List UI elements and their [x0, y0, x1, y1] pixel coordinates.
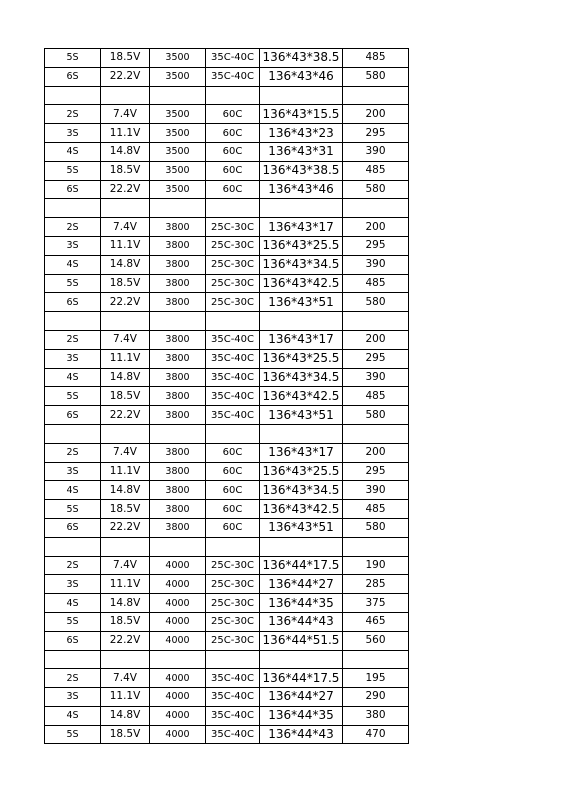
cell-capacity: 3800 — [150, 387, 206, 406]
cell-dimensions: 136*43*46 — [260, 67, 343, 86]
cell-voltage: 18.5V — [101, 161, 150, 180]
cell-discharge-rate: 35C-40C — [206, 669, 260, 688]
cell-dimensions: 136*43*31 — [260, 142, 343, 161]
cell-weight: 390 — [343, 255, 409, 274]
cell-capacity: 4000 — [150, 706, 206, 725]
cell-capacity: 3500 — [150, 105, 206, 124]
table-row — [45, 631, 409, 650]
table-row-spacer — [45, 86, 409, 105]
cell-weight: 200 — [343, 105, 409, 124]
cell-series — [45, 650, 101, 669]
cell-discharge-rate — [206, 537, 260, 556]
cell-capacity: 3800 — [150, 349, 206, 368]
cell-series: 5S — [45, 500, 101, 519]
cell-weight — [343, 650, 409, 669]
cell-discharge-rate: 25C-30C — [206, 594, 260, 613]
table-row — [45, 518, 409, 537]
cell-series: 5S — [45, 274, 101, 293]
cell-weight: 285 — [343, 575, 409, 594]
cell-voltage: 7.4V — [101, 218, 150, 237]
cell-capacity — [150, 424, 206, 443]
cell-voltage: 18.5V — [101, 387, 150, 406]
cell-weight: 200 — [343, 218, 409, 237]
cell-voltage: 22.2V — [101, 406, 150, 425]
cell-voltage: 11.1V — [101, 236, 150, 255]
cell-capacity: 3500 — [150, 142, 206, 161]
cell-voltage: 7.4V — [101, 330, 150, 349]
cell-voltage — [101, 312, 150, 331]
cell-voltage: 22.2V — [101, 518, 150, 537]
cell-voltage: 11.1V — [101, 462, 150, 481]
cell-weight: 580 — [343, 518, 409, 537]
table-row-spacer — [45, 650, 409, 669]
cell-weight — [343, 312, 409, 331]
cell-dimensions: 136*43*15.5 — [260, 105, 343, 124]
cell-series: 6S — [45, 518, 101, 537]
cell-series: 5S — [45, 387, 101, 406]
cell-weight: 485 — [343, 161, 409, 180]
cell-capacity: 3800 — [150, 406, 206, 425]
table-row-spacer — [45, 199, 409, 218]
cell-series — [45, 86, 101, 105]
cell-dimensions: 136*44*27 — [260, 688, 343, 707]
cell-dimensions: 136*43*34.5 — [260, 481, 343, 500]
table-row-spacer — [45, 537, 409, 556]
cell-weight — [343, 199, 409, 218]
cell-voltage: 14.8V — [101, 481, 150, 500]
cell-series: 6S — [45, 180, 101, 199]
cell-weight: 465 — [343, 612, 409, 631]
cell-series — [45, 199, 101, 218]
cell-voltage: 22.2V — [101, 293, 150, 312]
cell-discharge-rate: 35C-40C — [206, 725, 260, 744]
cell-discharge-rate: 25C-30C — [206, 631, 260, 650]
cell-capacity: 3500 — [150, 161, 206, 180]
cell-dimensions: 136*44*35 — [260, 706, 343, 725]
cell-capacity: 3800 — [150, 236, 206, 255]
cell-voltage: 22.2V — [101, 631, 150, 650]
cell-voltage — [101, 199, 150, 218]
cell-capacity: 3800 — [150, 368, 206, 387]
cell-capacity: 3800 — [150, 330, 206, 349]
cell-series: 3S — [45, 575, 101, 594]
cell-series: 3S — [45, 462, 101, 481]
cell-discharge-rate: 60C — [206, 462, 260, 481]
table-row — [45, 218, 409, 237]
cell-voltage: 22.2V — [101, 67, 150, 86]
cell-discharge-rate: 60C — [206, 142, 260, 161]
cell-weight: 190 — [343, 556, 409, 575]
cell-voltage: 14.8V — [101, 706, 150, 725]
cell-dimensions: 136*43*42.5 — [260, 500, 343, 519]
cell-discharge-rate — [206, 86, 260, 105]
cell-capacity: 3500 — [150, 180, 206, 199]
cell-weight: 380 — [343, 706, 409, 725]
cell-capacity: 3800 — [150, 274, 206, 293]
cell-series: 4S — [45, 481, 101, 500]
cell-series: 4S — [45, 706, 101, 725]
cell-voltage: 14.8V — [101, 594, 150, 613]
cell-dimensions: 136*43*51 — [260, 293, 343, 312]
cell-discharge-rate: 35C-40C — [206, 349, 260, 368]
cell-discharge-rate: 60C — [206, 161, 260, 180]
table-row — [45, 575, 409, 594]
cell-dimensions: 136*44*35 — [260, 594, 343, 613]
cell-dimensions: 136*43*34.5 — [260, 368, 343, 387]
cell-dimensions: 136*44*43 — [260, 612, 343, 631]
table-row — [45, 406, 409, 425]
cell-voltage: 18.5V — [101, 274, 150, 293]
cell-capacity: 3500 — [150, 49, 206, 68]
cell-series: 2S — [45, 105, 101, 124]
cell-weight: 580 — [343, 293, 409, 312]
cell-capacity: 3800 — [150, 462, 206, 481]
cell-weight: 375 — [343, 594, 409, 613]
cell-capacity — [150, 199, 206, 218]
cell-series — [45, 537, 101, 556]
cell-dimensions: 136*44*43 — [260, 725, 343, 744]
cell-dimensions: 136*43*25.5 — [260, 236, 343, 255]
cell-series: 3S — [45, 688, 101, 707]
table-row — [45, 462, 409, 481]
cell-dimensions — [260, 86, 343, 105]
table-row — [45, 124, 409, 143]
cell-voltage — [101, 424, 150, 443]
cell-series — [45, 424, 101, 443]
cell-discharge-rate: 25C-30C — [206, 274, 260, 293]
cell-capacity: 4000 — [150, 612, 206, 631]
cell-series: 5S — [45, 612, 101, 631]
cell-series: 6S — [45, 406, 101, 425]
cell-discharge-rate: 25C-30C — [206, 612, 260, 631]
cell-voltage: 14.8V — [101, 255, 150, 274]
cell-dimensions: 136*43*23 — [260, 124, 343, 143]
cell-discharge-rate: 35C-40C — [206, 387, 260, 406]
cell-series — [45, 312, 101, 331]
table-row — [45, 612, 409, 631]
cell-discharge-rate: 25C-30C — [206, 218, 260, 237]
cell-weight — [343, 537, 409, 556]
cell-voltage: 11.1V — [101, 349, 150, 368]
cell-discharge-rate — [206, 424, 260, 443]
cell-dimensions — [260, 537, 343, 556]
cell-voltage: 18.5V — [101, 500, 150, 519]
cell-discharge-rate — [206, 199, 260, 218]
table-row-spacer — [45, 424, 409, 443]
cell-series: 4S — [45, 255, 101, 274]
cell-series: 6S — [45, 67, 101, 86]
cell-series: 2S — [45, 218, 101, 237]
cell-dimensions: 136*43*38.5 — [260, 161, 343, 180]
cell-dimensions — [260, 424, 343, 443]
cell-discharge-rate: 35C-40C — [206, 330, 260, 349]
cell-capacity — [150, 537, 206, 556]
cell-discharge-rate: 25C-30C — [206, 293, 260, 312]
table-row — [45, 688, 409, 707]
cell-capacity — [150, 312, 206, 331]
cell-voltage — [101, 86, 150, 105]
cell-discharge-rate: 60C — [206, 443, 260, 462]
cell-weight: 295 — [343, 236, 409, 255]
cell-weight: 200 — [343, 330, 409, 349]
table-row — [45, 67, 409, 86]
table-row — [45, 669, 409, 688]
cell-voltage: 18.5V — [101, 725, 150, 744]
table-row — [45, 236, 409, 255]
table-row — [45, 481, 409, 500]
cell-dimensions: 136*43*25.5 — [260, 462, 343, 481]
cell-voltage: 11.1V — [101, 688, 150, 707]
cell-weight: 485 — [343, 49, 409, 68]
table-row — [45, 274, 409, 293]
cell-discharge-rate: 35C-40C — [206, 49, 260, 68]
cell-capacity: 4000 — [150, 725, 206, 744]
cell-dimensions: 136*43*51 — [260, 406, 343, 425]
table-row — [45, 255, 409, 274]
cell-discharge-rate: 60C — [206, 124, 260, 143]
cell-voltage: 7.4V — [101, 443, 150, 462]
cell-weight: 580 — [343, 180, 409, 199]
cell-dimensions: 136*44*51.5 — [260, 631, 343, 650]
cell-dimensions — [260, 650, 343, 669]
table-row — [45, 180, 409, 199]
cell-discharge-rate: 25C-30C — [206, 236, 260, 255]
table-row — [45, 330, 409, 349]
cell-weight: 295 — [343, 124, 409, 143]
cell-weight: 290 — [343, 688, 409, 707]
table-row — [45, 142, 409, 161]
cell-weight: 485 — [343, 500, 409, 519]
cell-dimensions: 136*44*17.5 — [260, 669, 343, 688]
cell-discharge-rate — [206, 312, 260, 331]
table-row — [45, 500, 409, 519]
cell-capacity: 4000 — [150, 594, 206, 613]
battery-spec-table — [44, 48, 409, 744]
cell-series: 3S — [45, 124, 101, 143]
cell-capacity — [150, 650, 206, 669]
cell-capacity: 3800 — [150, 500, 206, 519]
table-row — [45, 49, 409, 68]
cell-discharge-rate: 35C-40C — [206, 406, 260, 425]
cell-capacity: 3800 — [150, 443, 206, 462]
table-row — [45, 368, 409, 387]
cell-voltage: 18.5V — [101, 612, 150, 631]
table-row — [45, 443, 409, 462]
cell-capacity: 3800 — [150, 293, 206, 312]
cell-weight: 580 — [343, 67, 409, 86]
cell-capacity: 4000 — [150, 575, 206, 594]
cell-series: 4S — [45, 368, 101, 387]
cell-dimensions: 136*43*17 — [260, 330, 343, 349]
cell-weight: 390 — [343, 368, 409, 387]
table-row — [45, 594, 409, 613]
cell-capacity: 4000 — [150, 688, 206, 707]
table-row — [45, 105, 409, 124]
cell-dimensions: 136*43*17 — [260, 443, 343, 462]
cell-series: 4S — [45, 142, 101, 161]
cell-capacity: 3800 — [150, 481, 206, 500]
cell-discharge-rate: 35C-40C — [206, 706, 260, 725]
cell-discharge-rate — [206, 650, 260, 669]
cell-discharge-rate: 60C — [206, 180, 260, 199]
cell-dimensions: 136*43*38.5 — [260, 49, 343, 68]
cell-voltage — [101, 650, 150, 669]
cell-capacity: 4000 — [150, 631, 206, 650]
cell-weight: 580 — [343, 406, 409, 425]
cell-voltage: 11.1V — [101, 575, 150, 594]
cell-weight: 390 — [343, 142, 409, 161]
cell-series: 5S — [45, 161, 101, 180]
cell-weight: 390 — [343, 481, 409, 500]
table-row — [45, 706, 409, 725]
cell-series: 3S — [45, 349, 101, 368]
cell-series: 2S — [45, 443, 101, 462]
cell-series: 5S — [45, 725, 101, 744]
cell-series: 2S — [45, 669, 101, 688]
cell-voltage: 22.2V — [101, 180, 150, 199]
cell-dimensions: 136*44*27 — [260, 575, 343, 594]
cell-discharge-rate: 60C — [206, 500, 260, 519]
table-row — [45, 349, 409, 368]
cell-capacity: 3800 — [150, 255, 206, 274]
cell-dimensions: 136*43*51 — [260, 518, 343, 537]
cell-discharge-rate: 60C — [206, 481, 260, 500]
cell-capacity: 4000 — [150, 556, 206, 575]
cell-capacity: 3500 — [150, 124, 206, 143]
cell-discharge-rate: 35C-40C — [206, 368, 260, 387]
cell-weight: 295 — [343, 349, 409, 368]
cell-weight — [343, 424, 409, 443]
cell-discharge-rate: 35C-40C — [206, 688, 260, 707]
cell-voltage — [101, 537, 150, 556]
cell-discharge-rate: 25C-30C — [206, 255, 260, 274]
cell-series: 6S — [45, 631, 101, 650]
cell-dimensions: 136*44*17.5 — [260, 556, 343, 575]
cell-weight: 470 — [343, 725, 409, 744]
cell-dimensions: 136*43*34.5 — [260, 255, 343, 274]
cell-dimensions: 136*43*46 — [260, 180, 343, 199]
cell-dimensions: 136*43*42.5 — [260, 274, 343, 293]
cell-voltage: 11.1V — [101, 124, 150, 143]
cell-discharge-rate: 60C — [206, 518, 260, 537]
cell-capacity: 3800 — [150, 518, 206, 537]
cell-capacity: 3500 — [150, 67, 206, 86]
cell-series: 2S — [45, 330, 101, 349]
cell-voltage: 7.4V — [101, 669, 150, 688]
cell-weight: 200 — [343, 443, 409, 462]
cell-dimensions — [260, 199, 343, 218]
table-row — [45, 387, 409, 406]
table-row — [45, 725, 409, 744]
table-row-spacer — [45, 312, 409, 331]
cell-capacity — [150, 86, 206, 105]
cell-series: 6S — [45, 293, 101, 312]
cell-voltage: 14.8V — [101, 368, 150, 387]
cell-weight: 485 — [343, 274, 409, 293]
cell-discharge-rate: 25C-30C — [206, 575, 260, 594]
table-body — [45, 49, 409, 744]
cell-capacity: 3800 — [150, 218, 206, 237]
cell-series: 2S — [45, 556, 101, 575]
cell-discharge-rate: 60C — [206, 105, 260, 124]
cell-voltage: 7.4V — [101, 556, 150, 575]
cell-discharge-rate: 35C-40C — [206, 67, 260, 86]
cell-voltage: 18.5V — [101, 49, 150, 68]
cell-weight — [343, 86, 409, 105]
cell-dimensions: 136*43*42.5 — [260, 387, 343, 406]
cell-capacity: 4000 — [150, 669, 206, 688]
table-row — [45, 293, 409, 312]
cell-series: 4S — [45, 594, 101, 613]
table-row — [45, 556, 409, 575]
cell-dimensions: 136*43*17 — [260, 218, 343, 237]
cell-dimensions: 136*43*25.5 — [260, 349, 343, 368]
cell-voltage: 14.8V — [101, 142, 150, 161]
cell-discharge-rate: 25C-30C — [206, 556, 260, 575]
cell-voltage: 7.4V — [101, 105, 150, 124]
cell-weight: 295 — [343, 462, 409, 481]
cell-series: 3S — [45, 236, 101, 255]
cell-series: 5S — [45, 49, 101, 68]
cell-weight: 195 — [343, 669, 409, 688]
cell-weight: 560 — [343, 631, 409, 650]
cell-weight: 485 — [343, 387, 409, 406]
table-row — [45, 161, 409, 180]
cell-dimensions — [260, 312, 343, 331]
